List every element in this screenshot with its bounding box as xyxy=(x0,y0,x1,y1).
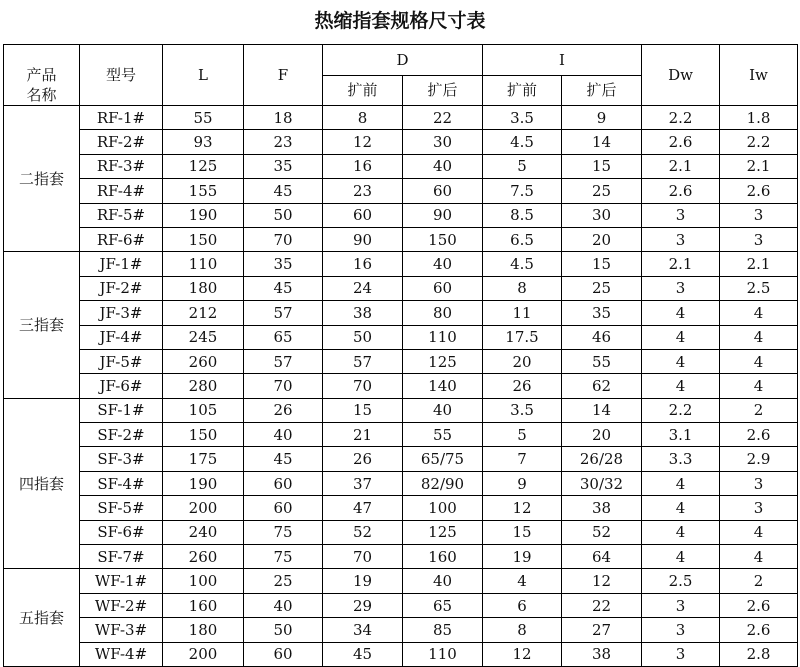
header-I: I xyxy=(483,45,642,76)
cell-Dw: 3 xyxy=(642,642,720,666)
cell-I-before: 15 xyxy=(483,520,562,544)
cell-F: 45 xyxy=(244,276,323,300)
cell-D-before: 26 xyxy=(323,447,403,471)
cell-I-after: 25 xyxy=(562,276,642,300)
cell-I-after: 12 xyxy=(562,569,642,593)
cell-D-after: 110 xyxy=(403,325,483,349)
cell-D-before: 34 xyxy=(323,618,403,642)
cell-D-before: 15 xyxy=(323,398,403,422)
cell-D-after: 150 xyxy=(403,227,483,251)
cell-I-before: 5 xyxy=(483,154,562,178)
cell-D-after: 60 xyxy=(403,276,483,300)
cell-I-before: 8 xyxy=(483,618,562,642)
cell-Dw: 3 xyxy=(642,593,720,617)
cell-Iw: 2.8 xyxy=(720,642,798,666)
cell-model: JF-3# xyxy=(80,301,163,325)
cell-F: 40 xyxy=(244,593,323,617)
cell-D-before: 16 xyxy=(323,252,403,276)
cell-Iw: 2.6 xyxy=(720,618,798,642)
cell-model: RF-4# xyxy=(80,179,163,203)
header-D: D xyxy=(323,45,483,76)
cell-Iw: 3 xyxy=(720,471,798,495)
cell-L: 190 xyxy=(163,203,244,227)
cell-D-before: 37 xyxy=(323,471,403,495)
cell-model: WF-4# xyxy=(80,642,163,666)
cell-I-before: 9 xyxy=(483,471,562,495)
cell-I-before: 6 xyxy=(483,593,562,617)
cell-D-after: 160 xyxy=(403,545,483,569)
cell-Dw: 3 xyxy=(642,227,720,251)
cell-I-before: 4.5 xyxy=(483,252,562,276)
cell-D-after: 40 xyxy=(403,154,483,178)
table-row xyxy=(4,227,798,251)
cell-Dw: 2.2 xyxy=(642,398,720,422)
cell-D-after: 55 xyxy=(403,423,483,447)
cell-Iw: 4 xyxy=(720,301,798,325)
cell-D-before: 8 xyxy=(323,106,403,130)
cell-D-before: 24 xyxy=(323,276,403,300)
cell-D-after: 125 xyxy=(403,349,483,373)
cell-model: JF-4# xyxy=(80,325,163,349)
cell-model: SF-3# xyxy=(80,447,163,471)
cell-model: SF-6# xyxy=(80,520,163,544)
cell-F: 65 xyxy=(244,325,323,349)
cell-F: 50 xyxy=(244,618,323,642)
cell-I-after: 46 xyxy=(562,325,642,349)
cell-model: WF-2# xyxy=(80,593,163,617)
cell-F: 25 xyxy=(244,569,323,593)
cell-I-before: 7 xyxy=(483,447,562,471)
cell-D-before: 50 xyxy=(323,325,403,349)
product-group-name: 五指套 xyxy=(4,569,80,667)
header-F: F xyxy=(244,45,323,106)
cell-D-after: 90 xyxy=(403,203,483,227)
table-row xyxy=(4,496,798,520)
cell-L: 125 xyxy=(163,154,244,178)
cell-D-before: 70 xyxy=(323,374,403,398)
table-row xyxy=(4,569,798,593)
cell-Dw: 3.3 xyxy=(642,447,720,471)
cell-model: SF-4# xyxy=(80,471,163,495)
cell-D-after: 30 xyxy=(403,130,483,154)
header-i-after: 扩后 xyxy=(562,75,642,106)
cell-Iw: 2.9 xyxy=(720,447,798,471)
header-Iw: Iw xyxy=(720,45,798,106)
cell-model: JF-1# xyxy=(80,252,163,276)
cell-I-after: 38 xyxy=(562,496,642,520)
cell-L: 150 xyxy=(163,227,244,251)
cell-Dw: 4 xyxy=(642,520,720,544)
cell-L: 105 xyxy=(163,398,244,422)
cell-D-after: 125 xyxy=(403,520,483,544)
cell-F: 60 xyxy=(244,642,323,666)
cell-I-before: 11 xyxy=(483,301,562,325)
cell-D-after: 80 xyxy=(403,301,483,325)
table-row xyxy=(4,593,798,617)
cell-Dw: 4 xyxy=(642,471,720,495)
cell-Iw: 1.8 xyxy=(720,106,798,130)
cell-Iw: 2.1 xyxy=(720,154,798,178)
cell-Dw: 3 xyxy=(642,618,720,642)
header-product-name-label: 产品 名称 xyxy=(26,66,57,104)
cell-F: 57 xyxy=(244,301,323,325)
cell-D-after: 85 xyxy=(403,618,483,642)
cell-Dw: 2.6 xyxy=(642,179,720,203)
cell-D-before: 70 xyxy=(323,545,403,569)
cell-D-after: 100 xyxy=(403,496,483,520)
cell-Iw: 4 xyxy=(720,325,798,349)
table-row xyxy=(4,642,798,666)
cell-L: 175 xyxy=(163,447,244,471)
cell-Dw: 4 xyxy=(642,301,720,325)
cell-D-before: 47 xyxy=(323,496,403,520)
header-product-name xyxy=(4,45,80,106)
cell-L: 200 xyxy=(163,642,244,666)
spec-table xyxy=(3,44,798,667)
cell-model: RF-2# xyxy=(80,130,163,154)
table-row xyxy=(4,545,798,569)
cell-L: 110 xyxy=(163,252,244,276)
cell-I-after: 14 xyxy=(562,398,642,422)
cell-Dw: 4 xyxy=(642,349,720,373)
cell-I-before: 12 xyxy=(483,496,562,520)
cell-I-before: 17.5 xyxy=(483,325,562,349)
cell-F: 50 xyxy=(244,203,323,227)
cell-I-after: 62 xyxy=(562,374,642,398)
cell-Iw: 4 xyxy=(720,545,798,569)
cell-I-before: 7.5 xyxy=(483,179,562,203)
cell-I-after: 26/28 xyxy=(562,447,642,471)
cell-D-after: 22 xyxy=(403,106,483,130)
cell-model: JF-2# xyxy=(80,276,163,300)
table-body xyxy=(4,106,798,667)
table-row xyxy=(4,618,798,642)
cell-F: 45 xyxy=(244,179,323,203)
cell-Iw: 3 xyxy=(720,496,798,520)
cell-Dw: 4 xyxy=(642,496,720,520)
product-group-name: 二指套 xyxy=(4,106,80,252)
table-row xyxy=(4,203,798,227)
table-row xyxy=(4,154,798,178)
cell-I-after: 20 xyxy=(562,423,642,447)
cell-D-after: 65 xyxy=(403,593,483,617)
cell-I-after: 25 xyxy=(562,179,642,203)
cell-I-before: 3.5 xyxy=(483,106,562,130)
cell-I-after: 64 xyxy=(562,545,642,569)
cell-L: 180 xyxy=(163,618,244,642)
cell-I-before: 19 xyxy=(483,545,562,569)
cell-Dw: 2.6 xyxy=(642,130,720,154)
cell-I-after: 35 xyxy=(562,301,642,325)
cell-D-before: 45 xyxy=(323,642,403,666)
cell-L: 155 xyxy=(163,179,244,203)
cell-D-before: 23 xyxy=(323,179,403,203)
cell-F: 60 xyxy=(244,471,323,495)
cell-I-before: 6.5 xyxy=(483,227,562,251)
cell-F: 70 xyxy=(244,227,323,251)
cell-L: 260 xyxy=(163,349,244,373)
cell-D-before: 60 xyxy=(323,203,403,227)
cell-Iw: 4 xyxy=(720,374,798,398)
cell-model: RF-5# xyxy=(80,203,163,227)
cell-model: JF-6# xyxy=(80,374,163,398)
cell-L: 100 xyxy=(163,569,244,593)
cell-F: 40 xyxy=(244,423,323,447)
cell-D-before: 38 xyxy=(323,301,403,325)
table-row xyxy=(4,130,798,154)
cell-Iw: 2.2 xyxy=(720,130,798,154)
cell-I-after: 30/32 xyxy=(562,471,642,495)
cell-I-before: 5 xyxy=(483,423,562,447)
table-row xyxy=(4,398,798,422)
header-i-before: 扩前 xyxy=(483,75,562,106)
cell-I-before: 3.5 xyxy=(483,398,562,422)
cell-I-after: 14 xyxy=(562,130,642,154)
cell-D-before: 29 xyxy=(323,593,403,617)
cell-D-after: 65/75 xyxy=(403,447,483,471)
product-group-name: 三指套 xyxy=(4,252,80,398)
cell-I-before: 12 xyxy=(483,642,562,666)
cell-Iw: 2.6 xyxy=(720,423,798,447)
cell-F: 75 xyxy=(244,520,323,544)
cell-F: 23 xyxy=(244,130,323,154)
cell-Dw: 2.5 xyxy=(642,569,720,593)
cell-D-after: 40 xyxy=(403,252,483,276)
cell-L: 180 xyxy=(163,276,244,300)
product-group-name: 四指套 xyxy=(4,398,80,569)
cell-model: JF-5# xyxy=(80,349,163,373)
cell-model: SF-2# xyxy=(80,423,163,447)
table-row xyxy=(4,374,798,398)
cell-L: 93 xyxy=(163,130,244,154)
cell-D-after: 82/90 xyxy=(403,471,483,495)
cell-I-after: 52 xyxy=(562,520,642,544)
cell-I-before: 8.5 xyxy=(483,203,562,227)
cell-I-after: 38 xyxy=(562,642,642,666)
table-row xyxy=(4,252,798,276)
cell-Dw: 2.1 xyxy=(642,154,720,178)
cell-F: 18 xyxy=(244,106,323,130)
cell-Iw: 2 xyxy=(720,569,798,593)
cell-D-before: 52 xyxy=(323,520,403,544)
cell-Iw: 2.5 xyxy=(720,276,798,300)
cell-model: RF-6# xyxy=(80,227,163,251)
cell-D-before: 12 xyxy=(323,130,403,154)
cell-I-after: 20 xyxy=(562,227,642,251)
cell-D-before: 19 xyxy=(323,569,403,593)
cell-I-after: 9 xyxy=(562,106,642,130)
cell-Iw: 2.6 xyxy=(720,179,798,203)
cell-D-before: 90 xyxy=(323,227,403,251)
cell-L: 212 xyxy=(163,301,244,325)
cell-Iw: 2.6 xyxy=(720,593,798,617)
cell-I-before: 4.5 xyxy=(483,130,562,154)
cell-Dw: 2.1 xyxy=(642,252,720,276)
cell-Dw: 4 xyxy=(642,545,720,569)
cell-F: 60 xyxy=(244,496,323,520)
header-L: L xyxy=(163,45,244,106)
cell-D-after: 40 xyxy=(403,398,483,422)
cell-D-after: 140 xyxy=(403,374,483,398)
table-row xyxy=(4,520,798,544)
cell-model: SF-5# xyxy=(80,496,163,520)
table-row xyxy=(4,301,798,325)
cell-I-before: 8 xyxy=(483,276,562,300)
cell-D-after: 40 xyxy=(403,569,483,593)
cell-D-before: 57 xyxy=(323,349,403,373)
header-d-after: 扩后 xyxy=(403,75,483,106)
table-row xyxy=(4,447,798,471)
page-title: 热缩指套规格尺寸表 xyxy=(314,10,486,32)
table-row xyxy=(4,106,798,130)
cell-Dw: 4 xyxy=(642,325,720,349)
cell-L: 245 xyxy=(163,325,244,349)
cell-I-after: 22 xyxy=(562,593,642,617)
cell-I-before: 20 xyxy=(483,349,562,373)
cell-model: RF-3# xyxy=(80,154,163,178)
cell-Dw: 4 xyxy=(642,374,720,398)
cell-D-before: 16 xyxy=(323,154,403,178)
cell-model: SF-7# xyxy=(80,545,163,569)
cell-D-before: 21 xyxy=(323,423,403,447)
cell-Iw: 2 xyxy=(720,398,798,422)
cell-Dw: 3 xyxy=(642,203,720,227)
cell-L: 240 xyxy=(163,520,244,544)
cell-model: RF-1# xyxy=(80,106,163,130)
cell-Iw: 3 xyxy=(720,227,798,251)
cell-F: 45 xyxy=(244,447,323,471)
cell-L: 55 xyxy=(163,106,244,130)
cell-F: 57 xyxy=(244,349,323,373)
cell-L: 160 xyxy=(163,593,244,617)
cell-I-after: 15 xyxy=(562,252,642,276)
table-row xyxy=(4,179,798,203)
header-model: 型号 xyxy=(80,45,163,106)
cell-Iw: 4 xyxy=(720,349,798,373)
cell-Iw: 3 xyxy=(720,203,798,227)
cell-F: 35 xyxy=(244,252,323,276)
cell-L: 260 xyxy=(163,545,244,569)
table-row xyxy=(4,423,798,447)
cell-D-after: 60 xyxy=(403,179,483,203)
cell-Dw: 3.1 xyxy=(642,423,720,447)
cell-D-after: 110 xyxy=(403,642,483,666)
cell-Iw: 4 xyxy=(720,520,798,544)
cell-model: WF-3# xyxy=(80,618,163,642)
cell-model: SF-1# xyxy=(80,398,163,422)
cell-Iw: 2.1 xyxy=(720,252,798,276)
table-row xyxy=(4,349,798,373)
cell-F: 35 xyxy=(244,154,323,178)
cell-L: 280 xyxy=(163,374,244,398)
cell-I-after: 27 xyxy=(562,618,642,642)
cell-Dw: 2.2 xyxy=(642,106,720,130)
cell-F: 70 xyxy=(244,374,323,398)
cell-I-after: 15 xyxy=(562,154,642,178)
header-Dw: Dw xyxy=(642,45,720,106)
table-row xyxy=(4,325,798,349)
cell-I-after: 30 xyxy=(562,203,642,227)
header-d-before: 扩前 xyxy=(323,75,403,106)
table-row xyxy=(4,276,798,300)
cell-I-before: 4 xyxy=(483,569,562,593)
cell-L: 150 xyxy=(163,423,244,447)
cell-L: 190 xyxy=(163,471,244,495)
table-row xyxy=(4,471,798,495)
cell-L: 200 xyxy=(163,496,244,520)
cell-I-before: 26 xyxy=(483,374,562,398)
cell-F: 75 xyxy=(244,545,323,569)
cell-F: 26 xyxy=(244,398,323,422)
cell-model: WF-1# xyxy=(80,569,163,593)
cell-I-after: 55 xyxy=(562,349,642,373)
cell-Dw: 3 xyxy=(642,276,720,300)
header-row-1 xyxy=(4,45,798,76)
